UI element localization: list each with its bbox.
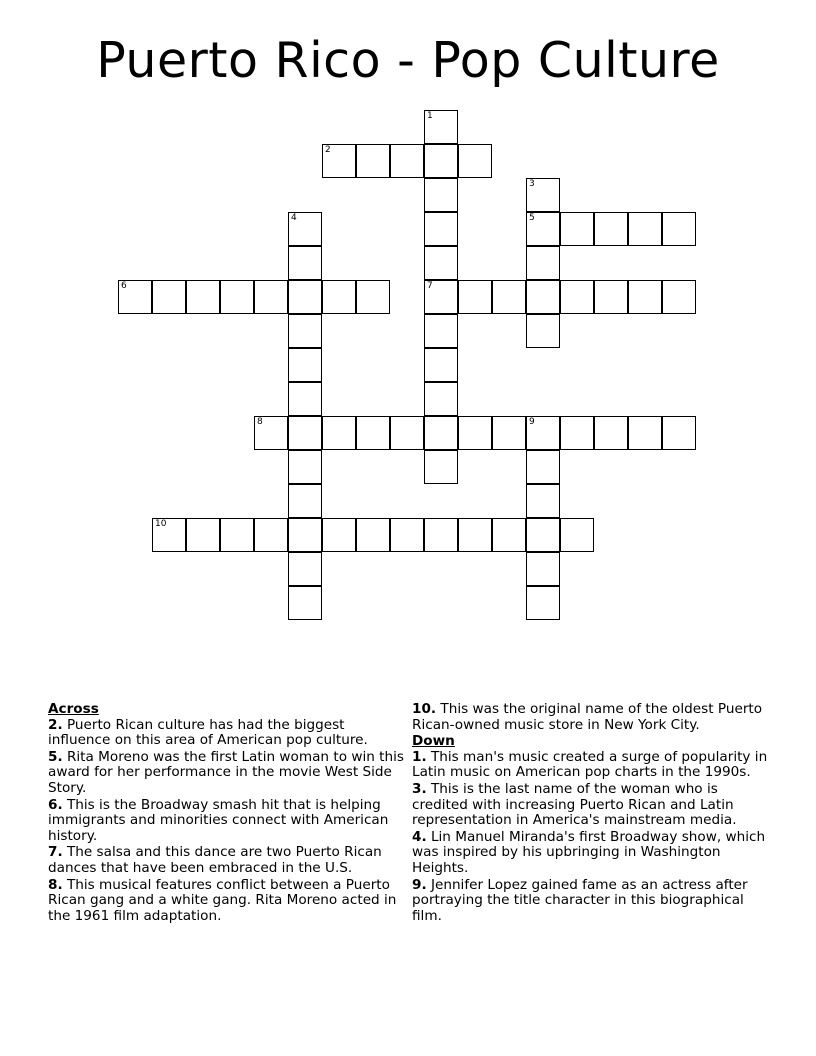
grid-cell[interactable]	[662, 212, 696, 246]
grid-cell[interactable]	[424, 348, 458, 382]
grid-cell[interactable]	[526, 246, 560, 280]
grid-cell[interactable]	[254, 280, 288, 314]
across-clue: 2. Puerto Rican culture has had the biggest influence on this area of American pop culture.	[48, 716, 368, 749]
clues-right-column	[412, 702, 772, 925]
cell-number: 3	[529, 179, 535, 189]
cell-number: 6	[121, 281, 127, 291]
grid-cell[interactable]	[356, 144, 390, 178]
grid-cell[interactable]	[356, 518, 390, 552]
across-clue: 6. This is the Broadway smash hit that is helping immigrants and minorities connect with American history.	[48, 796, 389, 844]
grid-cell[interactable]	[526, 484, 560, 518]
grid-cell[interactable]	[560, 416, 594, 450]
grid-cell[interactable]	[322, 416, 356, 450]
down-clue: 9. Jennifer Lopez gained fame as an actress after portraying the title character in this biographical film.	[412, 876, 748, 924]
grid-cell[interactable]	[288, 212, 322, 246]
grid-cell[interactable]	[424, 314, 458, 348]
grid-cell[interactable]	[560, 212, 594, 246]
grid-cell[interactable]	[322, 518, 356, 552]
grid-cell[interactable]	[288, 586, 322, 620]
grid-cell[interactable]	[288, 450, 322, 484]
grid-cell[interactable]	[424, 518, 458, 552]
grid-cell[interactable]	[152, 518, 186, 552]
cell-number: 2	[325, 145, 331, 155]
grid-cell[interactable]	[424, 110, 458, 144]
grid-cell[interactable]	[186, 280, 220, 314]
down-clue: 1. This man's music created a surge of popularity in Latin music on American pop charts in the 1990s.	[412, 748, 768, 781]
grid-cell[interactable]	[288, 280, 322, 314]
grid-cell[interactable]	[458, 416, 492, 450]
cell-number: 8	[257, 417, 263, 427]
grid-cell[interactable]	[424, 246, 458, 280]
cell-number: 5	[529, 213, 535, 223]
grid-cell[interactable]	[526, 178, 560, 212]
across-clue: 7. The salsa and this dance are two Puerto Rican dances that have been embraced in the U.S.	[48, 844, 382, 876]
grid-cell[interactable]	[662, 416, 696, 450]
cell-number: 7	[427, 281, 433, 291]
cell-number: 1	[427, 111, 433, 121]
grid-cell[interactable]	[458, 144, 492, 178]
grid-cell[interactable]	[424, 144, 458, 178]
grid-cell[interactable]	[526, 586, 560, 620]
grid-cell[interactable]	[390, 518, 424, 552]
cell-number: 10	[155, 519, 167, 529]
clues-left-column	[48, 702, 404, 925]
grid-cell[interactable]	[560, 518, 594, 552]
grid-cell[interactable]	[322, 144, 356, 178]
grid-cell[interactable]	[356, 416, 390, 450]
grid-cell[interactable]	[492, 416, 526, 450]
grid-cell[interactable]	[220, 280, 254, 314]
grid-cell[interactable]	[526, 212, 560, 246]
grid-cell[interactable]	[662, 280, 696, 314]
grid-cell[interactable]	[424, 212, 458, 246]
grid-cell[interactable]	[594, 416, 628, 450]
grid-cell[interactable]	[628, 280, 662, 314]
grid-cell[interactable]	[526, 280, 560, 314]
grid-cell[interactable]	[288, 416, 322, 450]
grid-cell[interactable]	[288, 552, 322, 586]
grid-cell[interactable]	[594, 212, 628, 246]
grid-cell[interactable]	[152, 280, 186, 314]
grid-cell[interactable]	[526, 314, 560, 348]
grid-cell[interactable]	[492, 280, 526, 314]
down-clue: 4. Lin Manuel Miranda's first Broadway show, which was inspired by his upbringing in Washington Heights.	[412, 828, 766, 876]
grid-cell[interactable]	[288, 382, 322, 416]
grid-cell[interactable]	[288, 314, 322, 348]
grid-cell[interactable]	[424, 382, 458, 416]
grid-cell[interactable]	[526, 416, 560, 450]
grid-cell[interactable]	[254, 518, 288, 552]
cell-number: 4	[291, 213, 297, 223]
grid-cell[interactable]	[288, 246, 322, 280]
grid-cell[interactable]	[390, 144, 424, 178]
grid-cell[interactable]	[424, 450, 458, 484]
grid-cell[interactable]	[560, 280, 594, 314]
grid-cell[interactable]	[526, 552, 560, 586]
grid-cell[interactable]	[118, 280, 152, 314]
grid-cell[interactable]	[492, 518, 526, 552]
grid-cell[interactable]	[526, 518, 560, 552]
across-clue: 10. This was the original name of the oldest Puerto Rican-owned music store in New York City.	[412, 701, 763, 733]
grid-cell[interactable]	[288, 348, 322, 382]
grid-cell[interactable]	[356, 280, 390, 314]
grid-cell[interactable]	[458, 518, 492, 552]
grid-cell[interactable]	[526, 450, 560, 484]
grid-cell[interactable]	[220, 518, 254, 552]
grid-cell[interactable]	[424, 416, 458, 450]
grid-cell[interactable]	[628, 212, 662, 246]
grid-cell[interactable]	[390, 416, 424, 450]
grid-cell[interactable]	[254, 416, 288, 450]
grid-cell[interactable]	[186, 518, 220, 552]
grid-cell[interactable]	[322, 280, 356, 314]
across-clue: 8. This musical features conflict between a Puerto Rican gang and a white gang. Rita Moreno acted in the 1961 film adaptation.	[48, 876, 397, 924]
page-title: Puerto Rico - Pop Culture	[96, 32, 720, 89]
down-heading: Down	[412, 733, 455, 750]
cell-number: 9	[529, 417, 535, 427]
grid-cell[interactable]	[594, 280, 628, 314]
across-heading: Across	[48, 701, 99, 717]
grid-cell[interactable]	[628, 416, 662, 450]
grid-cell[interactable]	[288, 518, 322, 552]
down-clue: 3. This is the last name of the woman who is credited with increasing Puerto Rican and Latin representation in America's mainstream media.	[412, 780, 737, 829]
grid-cell[interactable]	[424, 280, 458, 314]
grid-cell[interactable]	[288, 484, 322, 518]
across-clue: 5. Rita Moreno was the first Latin woman to win this award for her performance in the movie West Side Story.	[48, 748, 404, 796]
grid-cell[interactable]	[458, 280, 492, 314]
grid-cell[interactable]	[424, 178, 458, 212]
